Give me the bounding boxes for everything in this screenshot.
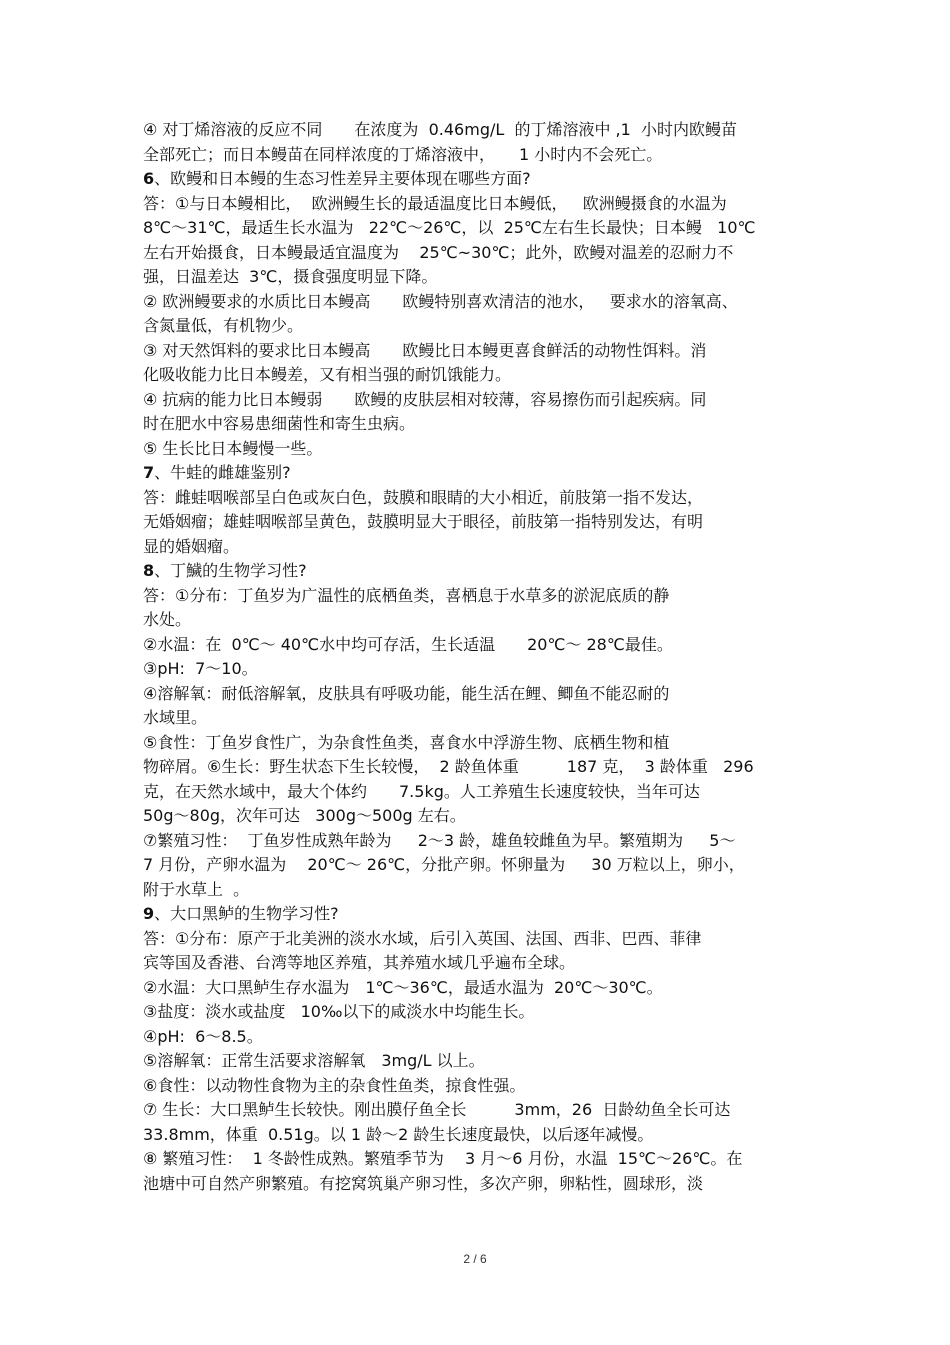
text-line: 50g～80g，次年可达 300g～500g 左右。 xyxy=(143,806,466,825)
question-heading: 9、大口黑鲈的生物学习性? xyxy=(143,904,339,923)
text-line: ⑧ 繁殖习性： 1 冬龄性成熟。繁殖季节为 3 月～6 月份，水温 15℃～26℃。在 xyxy=(143,1149,743,1168)
question-heading: 8、丁鱥的生物学习性? xyxy=(143,561,307,580)
text-line: ② 欧洲鳗要求的水质比日本鳗高 欧鳗特别喜欢清洁的池水， 要求水的溶氧高、 xyxy=(143,291,738,311)
text-line: 含氮量低，有机物少。 xyxy=(143,316,304,335)
text-line: 克，在天然水域中，最大个体约 7.5kg。人工养殖生长速度较快，当年可达 xyxy=(143,781,700,801)
text-line: ⑦ 生长：大口黑鲈生长较快。刚出膜仔鱼全长 3mm，26 日龄幼鱼全长可达 xyxy=(143,1100,731,1119)
text-line: ⑦繁殖习性： 丁鱼岁性成熟年龄为 2～3 龄，雄鱼较雌鱼为早。繁殖期为 5～ xyxy=(143,830,736,850)
question-heading: 6、欧鳗和日本鳗的生态习性差异主要体现在哪些方面? xyxy=(143,169,531,188)
text-line: ⑥食性：以动物性食物为主的杂食性鱼类，掠食性强。 xyxy=(143,1075,526,1095)
question-heading: 7、牛蛙的雌雄鉴别? xyxy=(143,463,291,482)
question-number: 6 xyxy=(143,169,155,188)
text-line: ④ 对丁烯溶液的反应不同 在浓度为 0.46mg/L 的丁烯溶液中 ,1 小时内欧鳗苗 xyxy=(143,120,737,139)
text-line: 时在肥水中容易患细菌性和寄生虫病。 xyxy=(143,414,416,433)
text-line: 33.8mm，体重 0.51g。以 1 龄～2 龄生长速度最快，以后逐年减慢。 xyxy=(143,1124,654,1144)
text-line: 8℃～31℃，最适生长水温为 22℃～26℃，以 25℃左右生长最快；日本鳗 10℃ xyxy=(143,218,756,237)
text-line: 答：①分布：丁鱼岁为广温性的底栖鱼类，喜栖息于水草多的淤泥底质的静 xyxy=(143,585,670,605)
text-line: 答：①分布：原产于北美洲的淡水水域，后引入英国、法国、西非、巴西、菲律 xyxy=(143,928,702,948)
text-line: 答：①与日本鳗相比， 欧洲鳗生长的最适温度比日本鳗低， 欧洲鳗摄食的水温为 xyxy=(143,193,727,213)
text-line: 全部死亡；而日本鳗苗在同样浓度的丁烯溶液中， 1 小时内不会死亡。 xyxy=(143,144,663,164)
text-line: ⑤溶解氧：正常生活要求溶解氧 3mg/L 以上。 xyxy=(143,1051,485,1070)
text-line: ④溶解氧：耐低溶解氧，皮肤具有呼吸功能，能生活在鲤、鲫鱼不能忍耐的 xyxy=(143,683,670,703)
text-line: 显的婚姻瘤。 xyxy=(143,536,240,556)
text-line: ④ 抗病的能力比日本鳗弱 欧鳗的皮肤层相对较薄，容易擦伤而引起疾病。同 xyxy=(143,389,707,409)
text-line: 水域里。 xyxy=(143,708,208,727)
text-line: 物碎屑。⑥生长：野生状态下生长较慢， 2 龄鱼体重 187 克， 3 龄体重 296 xyxy=(143,757,754,776)
page-number: 2 / 6 xyxy=(463,1252,487,1266)
text-line: ③盐度：淡水或盐度 10‰以下的咸淡水中均能生长。 xyxy=(143,1002,535,1021)
text-line: ⑤ 生长比日本鳗慢一些。 xyxy=(143,438,323,458)
text-line: ③ 对天然饵料的要求比日本鳗高 欧鳗比日本鳗更喜食鲜活的动物性饵料。消 xyxy=(143,340,707,360)
document-body xyxy=(143,118,813,1196)
text-line: 化吸收能力比日本鳗差，又有相当强的耐饥饿能力。 xyxy=(143,365,512,384)
text-line: 强，日温差达 3℃，摄食强度明显下降。 xyxy=(143,267,438,286)
text-line: 无婚姻瘤；雄蛙咽喉部呈黄色，鼓膜明显大于眼径，前肢第一指特别发达，有明 xyxy=(143,512,704,531)
text-line: 7 月份，产卵水温为 20℃～ 26℃，分批产卵。怀卵量为 30 万粒以上，卵小， xyxy=(143,855,745,874)
text-line: 水处。 xyxy=(143,610,192,629)
text-line: ④pH: 6～8.5。 xyxy=(143,1026,263,1046)
text-line: 附于水草上 。 xyxy=(143,879,250,899)
text-line: 答：雌蛙咽喉部呈白色或灰白色，鼓膜和眼睛的大小相近，前肢第一指不发达， xyxy=(143,487,704,507)
question-number: 9 xyxy=(143,904,155,923)
question-number: 7 xyxy=(143,463,155,482)
text-line: 宾等国及香港、台湾等地区养殖，其养殖水域几乎遍布全球。 xyxy=(143,953,576,972)
text-line: ②水温：大口黑鲈生存水温为 1℃～36℃，最适水温为 20℃～30℃。 xyxy=(143,977,663,997)
question-number: 8 xyxy=(143,561,155,580)
text-line: 池塘中可自然产卵繁殖。有挖窝筑巢产卵习性，多次产卵，卵粘性，圆球形，淡 xyxy=(143,1173,704,1193)
text-line: 左右开始摄食，日本鳗最适宜温度为 25℃~30℃；此外，欧鳗对温差的忍耐力不 xyxy=(143,242,734,262)
text-line: ③pH: 7～10。 xyxy=(143,659,258,678)
text-line: ⑤食性：丁鱼岁食性广，为杂食性鱼类，喜食水中浮游生物、底栖生物和植 xyxy=(143,732,670,752)
text-line: ②水温：在 0℃～ 40℃水中均可存活，生长适温 20℃～ 28℃最佳。 xyxy=(143,634,673,654)
